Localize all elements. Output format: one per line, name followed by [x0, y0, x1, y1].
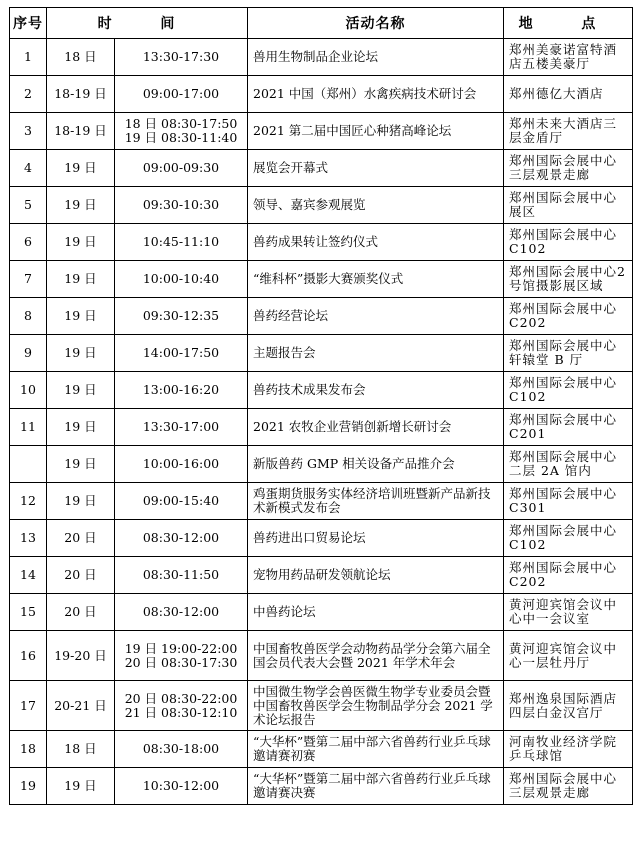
row-location: 黄河迎宾馆会议中心一层牡丹厅	[504, 631, 633, 681]
row-day: 18-19 日	[47, 76, 115, 113]
row-day: 20 日	[47, 520, 115, 557]
row-time	[115, 261, 248, 298]
row-day: 19 日	[47, 224, 115, 261]
row-activity: 中国微生物学会兽医微生物学专业委员会暨中国畜牧兽医学会生物制品学分会 2021 学术论坛报告	[248, 681, 504, 731]
row-time	[115, 557, 248, 594]
row-day: 18-19 日	[47, 113, 115, 150]
time-range: 13:30-17:00	[142, 419, 220, 434]
row-index: 3	[10, 113, 47, 150]
row-day: 19 日	[47, 335, 115, 372]
row-time	[115, 113, 248, 150]
row-location: 河南牧业经济学院乒乓球馆	[504, 731, 633, 768]
time-range: 08:30-18:00	[142, 741, 220, 756]
table-row	[10, 298, 633, 335]
row-day: 19 日	[47, 298, 115, 335]
row-activity: 宠物用药品研发领航论坛	[248, 557, 504, 594]
row-time	[115, 76, 248, 113]
row-activity: 兽药技术成果发布会	[248, 372, 504, 409]
row-index: 14	[10, 557, 47, 594]
time-range: 18 日 08:30-17:50	[124, 116, 238, 131]
row-day: 20 日	[47, 557, 115, 594]
time-range: 09:00-15:40	[142, 493, 220, 508]
row-day: 20 日	[47, 594, 115, 631]
row-activity: 兽药进出口贸易论坛	[248, 520, 504, 557]
row-day: 20-21 日	[47, 681, 115, 731]
row-index: 16	[10, 631, 47, 681]
table-row	[10, 681, 633, 731]
row-day: 19 日	[47, 483, 115, 520]
row-index: 13	[10, 520, 47, 557]
row-activity: 展览会开幕式	[248, 150, 504, 187]
table-row	[10, 409, 633, 446]
time-range: 08:30-12:00	[142, 604, 220, 619]
table-row	[10, 557, 633, 594]
row-location: 郑州国际会展中心C102	[504, 520, 633, 557]
row-activity: 新版兽药 GMP 相关设备产品推介会	[248, 446, 504, 483]
header-location: 地 点	[504, 8, 633, 39]
time-range: 09:00-17:00	[142, 86, 220, 101]
row-location: 郑州国际会展中心三层观景走廊	[504, 150, 633, 187]
row-location: 郑州国际会展中心C102	[504, 224, 633, 261]
time-range: 10:00-16:00	[142, 456, 220, 471]
row-activity: 主题报告会	[248, 335, 504, 372]
row-time	[115, 409, 248, 446]
row-location: 郑州国际会展中心C202	[504, 557, 633, 594]
time-range: 08:30-12:00	[142, 530, 220, 545]
time-range: 21 日 08:30-12:10	[124, 704, 238, 720]
time-range: 20 日 08:30-22:00	[124, 690, 238, 706]
time-range: 10:30-12:00	[142, 778, 220, 793]
table-row	[10, 520, 633, 557]
row-activity: 兽药成果转让签约仪式	[248, 224, 504, 261]
row-day: 19 日	[47, 187, 115, 224]
time-range: 09:00-09:30	[142, 160, 220, 175]
row-time	[115, 631, 248, 681]
row-activity: 领导、嘉宾参观展览	[248, 187, 504, 224]
table-row	[10, 631, 633, 681]
header-index: 序号	[10, 8, 47, 39]
time-range: 10:45-11:10	[142, 234, 220, 249]
row-time	[115, 39, 248, 76]
row-location: 郑州德亿大酒店	[504, 76, 633, 113]
table-row	[10, 113, 633, 150]
row-time	[115, 298, 248, 335]
row-index: 12	[10, 483, 47, 520]
row-index: 1	[10, 39, 47, 76]
row-time	[115, 150, 248, 187]
table-row	[10, 335, 633, 372]
row-time	[115, 483, 248, 520]
row-index: 5	[10, 187, 47, 224]
time-range: 09:30-10:30	[142, 197, 220, 212]
row-index: 18	[10, 731, 47, 768]
row-time	[115, 681, 248, 731]
table-row	[10, 76, 633, 113]
row-index: 6	[10, 224, 47, 261]
table-row	[10, 483, 633, 520]
row-day: 19-20 日	[47, 631, 115, 681]
time-range: 14:00-17:50	[142, 345, 220, 360]
row-location: 郑州国际会展中心C301	[504, 483, 633, 520]
table-row	[10, 150, 633, 187]
row-index: 10	[10, 372, 47, 409]
row-time	[115, 520, 248, 557]
row-index: 7	[10, 261, 47, 298]
row-location: 郑州国际会展中心三层观景走廊	[504, 768, 633, 805]
row-activity: “维科杯”摄影大赛颁奖仪式	[248, 261, 504, 298]
time-range: 20 日 08:30-17:30	[124, 654, 238, 670]
row-activity: 中兽药论坛	[248, 594, 504, 631]
row-day: 19 日	[47, 768, 115, 805]
row-location: 郑州国际会展中心C102	[504, 372, 633, 409]
row-day: 19 日	[47, 409, 115, 446]
row-time	[115, 768, 248, 805]
row-time	[115, 335, 248, 372]
row-location: 郑州国际会展中心展区	[504, 187, 633, 224]
row-activity: 中国畜牧兽医学会动物药品学分会第六届全国会员代表大会暨 2021 年学术年会	[248, 631, 504, 681]
row-location: 郑州美豪诺富特酒店五楼美豪厅	[504, 39, 633, 76]
row-index: 2	[10, 76, 47, 113]
row-activity: 兽用生物制品企业论坛	[248, 39, 504, 76]
row-activity: 2021 中国（郑州）水禽疾病技术研讨会	[248, 76, 504, 113]
row-index: 15	[10, 594, 47, 631]
time-range: 13:00-16:20	[142, 382, 220, 397]
row-location: 郑州国际会展中心2 号馆摄影展区域	[504, 261, 633, 298]
row-location: 郑州国际会展中心C201	[504, 409, 633, 446]
time-range: 09:30-12:35	[142, 308, 220, 323]
row-index: 11	[10, 409, 47, 446]
row-location: 郑州国际会展中心轩辕堂 B 厅	[504, 335, 633, 372]
row-index: 4	[10, 150, 47, 187]
row-activity: 2021 农牧企业营销创新增长研讨会	[248, 409, 504, 446]
row-time	[115, 224, 248, 261]
row-time	[115, 594, 248, 631]
row-day: 18 日	[47, 39, 115, 76]
row-location: 黄河迎宾馆会议中心中一会议室	[504, 594, 633, 631]
table-row	[10, 768, 633, 805]
row-time	[115, 187, 248, 224]
row-day: 19 日	[47, 150, 115, 187]
row-index: 9	[10, 335, 47, 372]
event-schedule-sheet	[9, 7, 633, 805]
table-row	[10, 187, 633, 224]
row-location: 郑州国际会展中心二层 2A 馆内	[504, 446, 633, 483]
header-date: 时 间	[47, 8, 248, 39]
schedule-body	[10, 39, 633, 805]
header-activity: 活动名称	[248, 8, 504, 39]
table-row	[10, 731, 633, 768]
row-index: 8	[10, 298, 47, 335]
row-time	[115, 731, 248, 768]
time-range: 08:30-11:50	[142, 567, 220, 582]
row-day: 19 日	[47, 372, 115, 409]
row-location: 郑州逸泉国际酒店四层白金汉宫厅	[504, 681, 633, 731]
header-row	[10, 8, 633, 39]
event-schedule-table	[9, 7, 633, 805]
table-row	[10, 594, 633, 631]
time-range: 13:30-17:30	[142, 49, 220, 64]
row-activity: 鸡蛋期货服务实体经济培训班暨新产品新技术新模式发布会	[248, 483, 504, 520]
row-day: 19 日	[47, 446, 115, 483]
row-activity: 兽药经营论坛	[248, 298, 504, 335]
table-row	[10, 446, 633, 483]
table-row	[10, 372, 633, 409]
row-location: 郑州未来大酒店三层金盾厅	[504, 113, 633, 150]
time-range: 19 日 19:00-22:00	[124, 640, 238, 656]
row-activity: 2021 第二届中国匠心种猪高峰论坛	[248, 113, 504, 150]
row-day: 18 日	[47, 731, 115, 768]
row-index: 17	[10, 681, 47, 731]
time-range: 10:00-10:40	[142, 271, 220, 286]
row-time	[115, 372, 248, 409]
table-row	[10, 39, 633, 76]
row-index	[10, 446, 47, 483]
row-activity: “大华杯”暨第二届中部六省兽药行业乒乓球邀请赛初赛	[248, 731, 504, 768]
table-row	[10, 261, 633, 298]
time-range: 19 日 08:30-11:40	[124, 130, 238, 145]
row-time	[115, 446, 248, 483]
row-activity: “大华杯”暨第二届中部六省兽药行业乒乓球邀请赛决赛	[248, 768, 504, 805]
row-location: 郑州国际会展中心C202	[504, 298, 633, 335]
row-index: 19	[10, 768, 47, 805]
row-day: 19 日	[47, 261, 115, 298]
table-row	[10, 224, 633, 261]
